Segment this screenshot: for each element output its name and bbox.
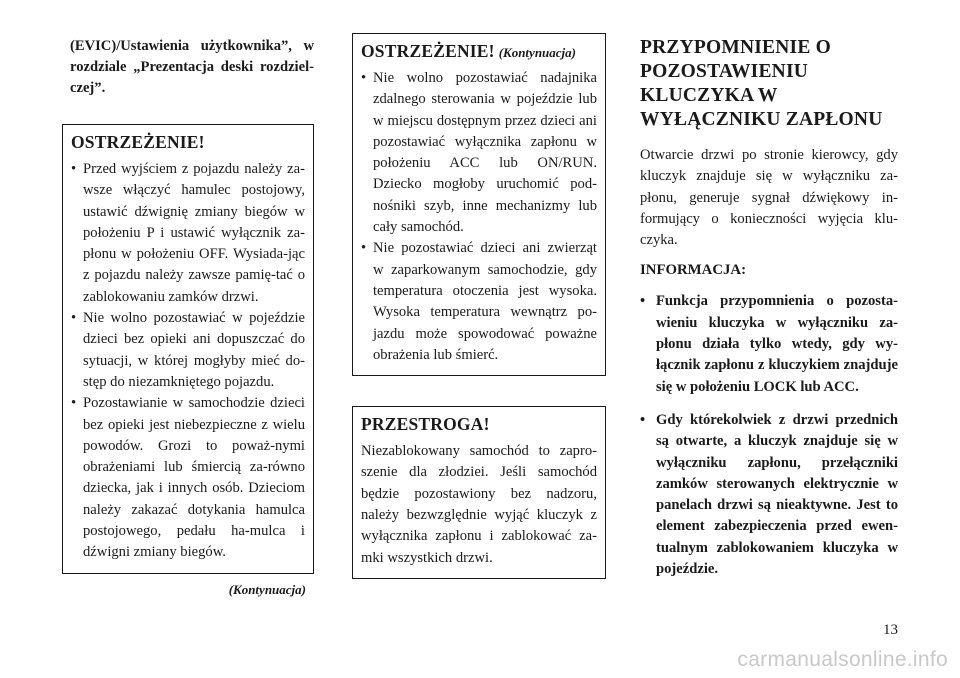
continued-label: (Kontynuacja) [498,45,576,60]
caution-heading: PRZESTROGA! [361,414,490,435]
section-title-line: POZOSTAWIENIU [640,61,809,82]
middle-column [352,0,606,579]
warning-item: • Przed wyjściem z pojazdu należy za-wsze włączyć hamulec postojowy, ustawić dźwignię zmiany biegów w położeniu P i ustawić wyłącznik za-płonu w położeniu OFF. Wysiada-jąc z pojazdu należy zawsze pamię-tać o zablokowaniu zamków drzwi. [71,159,305,308]
lead-paragraph: (EVIC)/Ustawienia użytkownika”, w rozdziale „Prezentacja deski rozdziel-czej”. [70,38,314,96]
right-column [640,0,898,592]
continued-label: (Kontynuacja) [228,581,306,597]
info-heading: INFORMACJA: [640,262,747,279]
section-title-line: PRZYPOMNIENIE O [640,37,831,58]
info-list [640,291,898,580]
section-title-line: WYŁĄCZNIKU ZAPŁONU [640,109,883,130]
left-column [62,0,314,598]
info-item: • Gdy którekolwiek z drzwi przednich są otwarte, a kluczyk znajduje się w wyłączniku zapłonu, przełączniki zamków sterowanych elektrycznie w panelach drzwi są nieaktywne. Jest to element zabezpieczenia przed ewen-tualnym zablokowaniem kluczyka w pojeździe. [640,410,898,580]
warning-continued-box [352,33,606,376]
watermark: carmanualsonline.info [737,648,948,671]
warning-list [361,68,597,366]
warning-item: • Nie wolno pozostawiać nadajnika zdalnego sterowania w pojeździe lub w miejscu dostępnym przez dzieci ani pozostawiać wyłącznika zapłonu w położeniu ACC lub ON/RUN. Dziecko mogłoby uruchomić pod-nośniki szyb, inne mechanizmy lub cały samochód. [361,68,597,238]
section-title-line: KLUCZYKA W [640,85,778,106]
warning-heading: OSTRZEŻENIE! [71,132,205,152]
section-title [640,36,898,132]
warning-item: • Nie pozostawiać dzieci ani zwierząt w zaparkowanym samochodzie, gdy temperatura otoczenia jest wysoka. Wysoka temperatura wewnątrz po-jazdu może spowodować poważne obrażenia lub śmierć. [361,238,597,366]
page-number: 13 [883,622,898,638]
body-paragraph: Otwarcie drzwi po stronie kierowcy, gdy kluczyk znajduje się w wyłączniku za-płonu, generuje sygnał dźwiękowy in-formujący o konieczności wyjęcia klu-czyka. [640,147,898,249]
info-item: • Funkcja przypomnienia o pozosta-wieniu kluczyka w wyłączniku za-płonu działa tylko wtedy, gdy wy-łącznik zapłonu z kluczykiem znajduje się w położeniu LOCK lub ACC. [640,291,898,397]
warning-item: • Nie wolno pozostawiać w pojeździe dzieci bez opieki ani dopuszczać do sytuacji, w której mogłyby mieć do-stęp do niezamkniętego pojazdu. [71,308,305,393]
warning-list [71,159,305,564]
caution-text: Niezablokowany samochód to zapro-szenie dla złodziei. Jeśli samochód będzie pozostawiony bez nadzoru, należy bezwzględnie wyjąć kluczyk z wyłącznika zapłonu i zablokować za-mki wszystkich drzwi. [361,443,597,566]
warning-item: • Pozostawianie w samochodzie dzieci bez opieki jest niebezpieczne z wielu powodów. Grozi to poważ-nymi obrażeniami lub śmiercią za-równo dziecka, jak i innych osób. Dzieciom należy zakazać dotykania hamulca postojowego, pedału ha-mulca i dźwigni zmiany biegów. [71,393,305,563]
warning-heading-text: OSTRZEŻENIE! [361,41,495,61]
caution-box [352,406,606,579]
warning-heading [361,41,597,62]
warning-box [62,124,314,574]
